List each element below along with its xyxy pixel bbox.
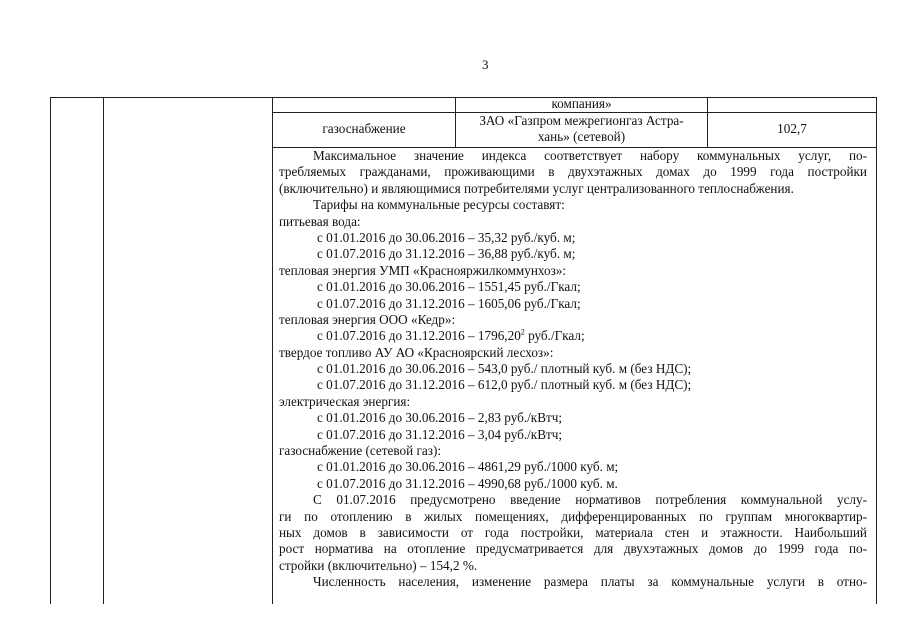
service-name-cell: газоснабжение xyxy=(322,121,406,136)
tariff-item: с 01.01.2016 до 30.06.2016 – 35,32 руб./куб. м; xyxy=(317,229,576,245)
text-line: Максимальное значение индекса соответствует набору коммунальных услуг, по- xyxy=(313,148,867,163)
tariff-item: с 01.07.2016 до 31.12.2016 – 36,88 руб./куб. м; xyxy=(317,246,576,262)
tariff-item: с 01.01.2016 до 30.06.2016 – 1551,45 руб./Гкал; xyxy=(317,279,581,295)
tariff-heading-fuel: твердое топливо АУ АО «Красноярский лесхоз»: xyxy=(279,344,554,360)
org-name-line-2: хань» (сетевой) xyxy=(537,129,626,144)
tariff-item: с 01.01.2016 до 30.06.2016 – 4861,29 руб./1000 куб. м; xyxy=(317,459,619,475)
table-col-divider-2 xyxy=(272,97,273,604)
body-text xyxy=(279,148,867,591)
tariff-item: с 01.07.2016 до 31.12.2016 – 4990,68 руб./1000 куб. м. xyxy=(317,475,618,491)
tariff-item: с 01.07.2016 до 31.12.2016 – 3,04 руб./кВтч; xyxy=(317,426,563,442)
text-line: ных домов в зависимости от года постройки, материала стен и этажности. Наибольший xyxy=(279,524,867,540)
tariff-heading-heat-ump: тепловая энергия УМП «Краснояржилкоммунхоз»: xyxy=(279,262,567,278)
footnote-marker: 2 xyxy=(520,327,525,337)
paragraph-max-index xyxy=(279,148,867,197)
org-name-cell xyxy=(456,113,707,145)
tariff-item-unit: руб./Гкал; xyxy=(524,328,585,344)
text-line: С 01.07.2016 предусмотрено введение нормативов потребления коммунальной услу- xyxy=(313,492,867,508)
tariffs-intro: Тарифы на коммунальные ресурсы составят: xyxy=(313,197,565,213)
paragraph-heating-norms xyxy=(279,492,867,574)
tariff-heading-heat-kedr: тепловая энергия ООО «Кедр»: xyxy=(279,311,456,327)
tariff-item xyxy=(279,328,867,344)
text-line: Численность населения, изменение размера платы за коммунальные услуги в отно- xyxy=(313,574,867,590)
table-border-right xyxy=(876,97,877,604)
paragraph-population xyxy=(279,574,867,590)
tariff-item: с 01.07.2016 до 31.12.2016 – 612,0 руб./ плотный куб. м (без НДС); xyxy=(317,377,692,393)
text-line: (включительно) и являющимися потребителями услуг централизованного теплоснабжения. xyxy=(279,180,794,196)
text-line: требляемых гражданами, проживающими в двухэтажных домах до 1999 года постройки xyxy=(279,164,867,180)
index-value-cell: 102,7 xyxy=(777,121,807,136)
org-name-line-1: ЗАО «Газпром межрегионгаз Астра- xyxy=(479,113,684,128)
table-border-left xyxy=(50,97,51,604)
tariff-heading-gas: газоснабжение (сетевой газ): xyxy=(279,443,442,459)
tariff-heading-water: питьевая вода: xyxy=(279,213,361,229)
tariff-heading-electric: электрическая энергия: xyxy=(279,393,411,409)
tariff-item-text: с 01.07.2016 до 31.12.2016 – 1796,20 xyxy=(317,328,521,344)
text-line: рост норматива на отопление предусматривается для двухэтажных домов до 1999 года по- xyxy=(279,541,867,557)
table-col-divider-1 xyxy=(103,97,104,604)
tariff-item: с 01.01.2016 до 30.06.2016 – 2,83 руб./кВтч; xyxy=(317,410,563,426)
tariff-item: с 01.01.2016 до 30.06.2016 – 543,0 руб./ плотный куб. м (без НДС); xyxy=(317,361,692,377)
tariff-item: с 01.07.2016 до 31.12.2016 – 1605,06 руб./Гкал; xyxy=(317,295,581,311)
text-line: ги по отоплению в жилых помещениях, дифференцированных по группам многоквартир- xyxy=(279,508,867,524)
text-line: стройки (включительно) – 154,2 %. xyxy=(279,557,478,573)
page-number: 3 xyxy=(482,57,489,72)
org-name-continuation: компания» xyxy=(551,96,612,111)
